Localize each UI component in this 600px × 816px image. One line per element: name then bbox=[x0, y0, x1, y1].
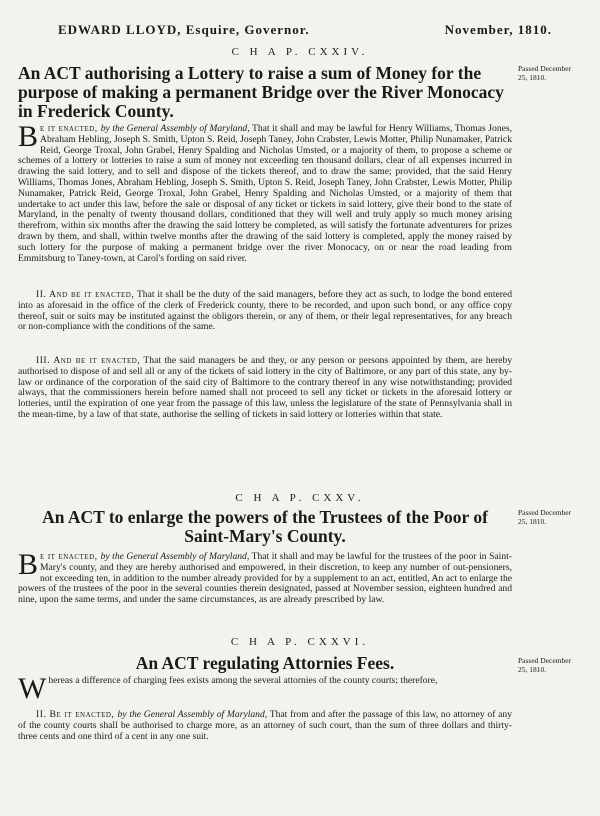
chapter-heading-126: C H A P. CXXVI. bbox=[230, 636, 370, 648]
section-text: That from and after the passage of this law, no attorney of any of the county courts shall be authorised to charge more, as an attorney of such court, than the sum of three dollars and thirty-three cents and one third of a cent in any one suit. bbox=[18, 709, 512, 742]
header-governor: EDWARD LLOYD, Esquire, Governor. bbox=[58, 22, 310, 37]
enacting-authority: by the General Assembly of Maryland, bbox=[100, 551, 250, 562]
preamble-text: hereas a difference of charging fees exists among the several attornies of the county courts; therefore, bbox=[48, 675, 438, 686]
act-title-124: An ACT authorising a Lottery to raise a sum of Money for the purpose of making a permanent Bridge over the River Monocacy in Frederick County. bbox=[18, 63, 504, 121]
drop-cap: B bbox=[18, 120, 39, 153]
act-title-125: An ACT to enlarge the powers of the Trustees of the Poor of Saint-Mary's County. bbox=[42, 507, 488, 546]
chapter-heading-124: C H A P. CXXIV. bbox=[231, 46, 369, 58]
act-title-126: An ACT regulating Attornies Fees. bbox=[135, 653, 395, 673]
preamble-126 bbox=[18, 672, 512, 705]
section-1-125 bbox=[18, 548, 512, 606]
drop-cap: W bbox=[18, 672, 47, 705]
chapter-heading-125: C H A P. CXXV. bbox=[235, 492, 365, 504]
section-3-124 bbox=[18, 356, 512, 421]
section-lead: III. And be it enacted, bbox=[36, 355, 141, 366]
margin-note-passed-126: Passed December 25, 1810. bbox=[518, 656, 572, 674]
section-1-124 bbox=[18, 120, 513, 264]
enacting-clause: e it enacted, bbox=[40, 123, 101, 134]
enacting-authority: by the General Assembly of Maryland, bbox=[100, 123, 250, 134]
enacting-authority: by the General Assembly of Maryland, bbox=[117, 709, 268, 720]
section-2-126 bbox=[18, 710, 512, 742]
drop-cap: B bbox=[18, 548, 39, 581]
section-lead: II. And be it enacted, bbox=[36, 289, 135, 300]
section-text: That it shall and may be lawful for the trustees of the poor in Saint-Mary's county, and they are hereby authorised and empowered, in their discretion, to keep any number of out-pensioners, not exceeding ten, in addition to the number already provided for by a supplement to an act, entitled, An act to enlarge the powers of the trustees of the poor in the several counties therein designated, passed at November session, eighteen hundred and nine, upon the same terms, and under the same circumstances, as are already prescribed by law. bbox=[18, 551, 512, 606]
enacting-clause: e it enacted, bbox=[40, 551, 101, 562]
section-text: That the said managers be and they, or any person or persons appointed by them, are hereby authorised to dispose of and sell all or any of the tickets of said lottery in the city of Baltimore, or any part of this state, any by-law or ordinance of the corporation of the said city of Baltimore to the contrary thereof in any wise notwithstanding; provided always, that the commissioners herein before named shall not proceed to sell any ticket or tickets in the aforesaid lottery or lotteries, until the expiration of one year from the passage of this law, unless the legislature of the state of Pennsylvania shall in the mean-time, by a law of that state, authorise the selling of tickets in said lottery or lotteries within that state. bbox=[18, 355, 512, 420]
header-date: November, 1810. bbox=[444, 22, 552, 37]
margin-note-passed-124: Passed December 25, 1810. bbox=[518, 64, 572, 82]
section-text: That it shall and may be lawful for Henry Williams, Thomas Jones, Abraham Hebling, Joseph S. Smith, Upton S. Reid, Joseph Taney, John Crabster, Lewis Motter, Philip Nunamaker, Patrick Reid, George Troxal, John Grabel, Henry Spalding and Nicholas Umsted, or a majority of them, to propose a scheme or schemes of a lottery or lotteries to raise a sum of money not exceeding ten thousand dollars, clear of all expenses incurred in drawing the said lottery, and to sell and dispose of the tickets thereof, and to draw the same; provided, that the said Henry Williams, Thomas Jones, Abraham Hebling, Joseph S. Smith, Upton S. Reid, Joseph Taney, John Crabster, Lewis Motter, Philip Nunamaker, Patrick Reid, George Troxal, John Grabel, Henry Spalding and Nicholas Umsted, or a majority of them that undertake to act under this law, before the sale or disposal of any ticket or tickets in said lottery, give their bond to the state of Maryland, in the penalty of twenty thousand dollars, conditioned that they will well and truly apply so much money arising therefrom, within six months after the drawing the said lottery be completed, as will satisfy the fortunate adventurers for prizes drawn by them, and shall, within twelve months after the drawing of the said lottery is completed, apply the money raised by such lottery for the purpose of making a permanent bridge over the river Monocacy, on or near the road leading from Emmitsburg to Taney-town, at Carol's fording on said river. bbox=[18, 123, 513, 264]
section-lead: II. Be it enacted, bbox=[36, 709, 118, 720]
section-text: That it shall be the duty of the said managers, before they act as such, to lodge the bond entered into as aforesaid in the office of the clerk of Frederick county, there to be recorded, and upon such bond, or any office copy thereof, suit or suits may be instituted against the obligors therein, or any of them, or their legal representatives, for any breach or non-compliance with the conditions of the same. bbox=[18, 289, 512, 333]
margin-note-passed-125: Passed December 25, 1810. bbox=[518, 508, 572, 526]
section-2-124 bbox=[18, 290, 512, 333]
